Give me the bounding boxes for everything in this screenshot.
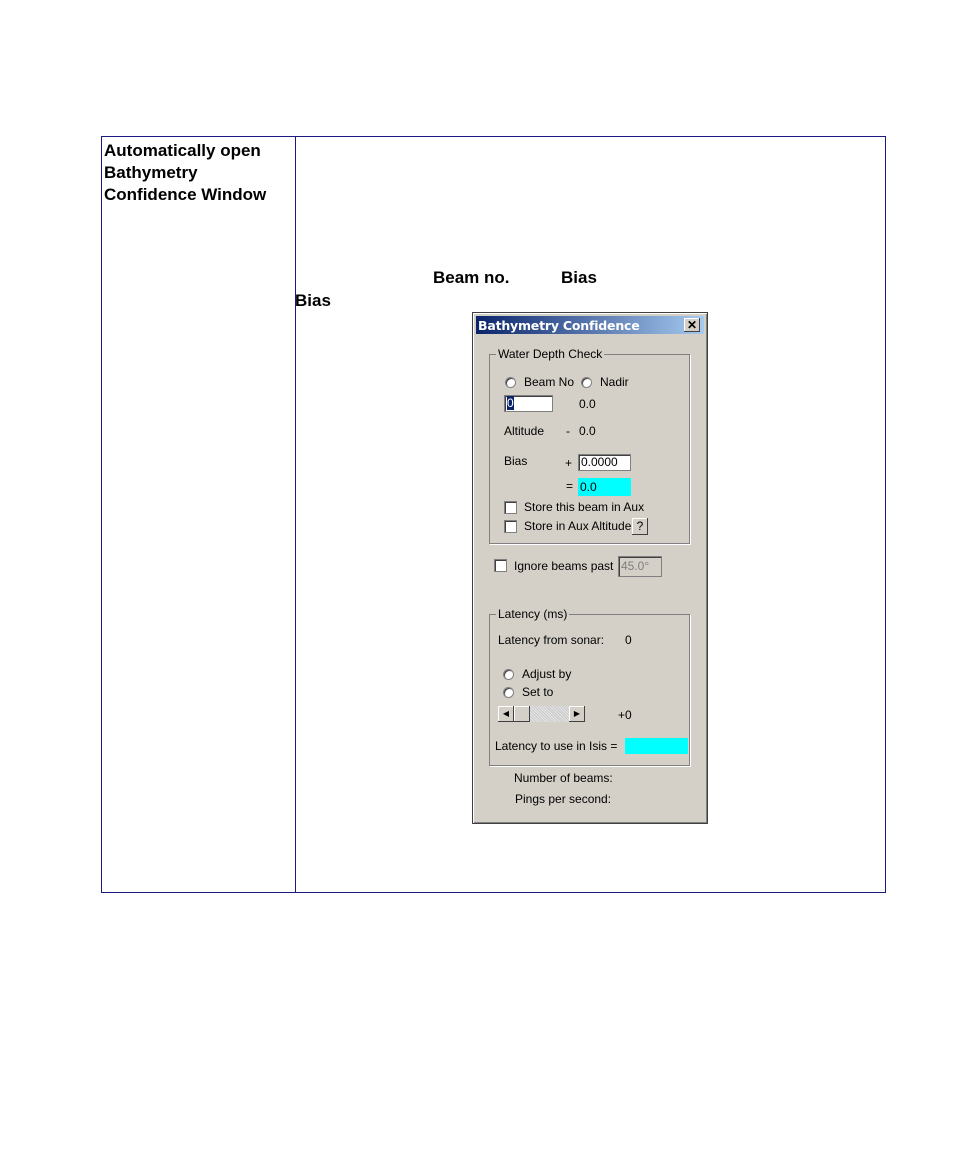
equals-operator: = [566,479,574,493]
close-icon: ✕ [686,318,698,332]
title-bar[interactable] [476,316,704,334]
beam-number-input[interactable] [504,395,553,412]
altitude-value: 0.0 [579,424,596,438]
latency-from-sonar-label: Latency from sonar: [498,633,605,647]
setting-name-cell: Automatically open Bathymetry Confidence Window [104,141,267,204]
latency-use-display [625,738,688,754]
bias-operator: + [565,456,573,470]
help-button[interactable]: ? [632,518,648,535]
ignore-angle-input: 45.0° [618,556,662,577]
left-arrow-icon: ◀ [502,709,510,718]
latency-offset-value: +0 [618,708,632,722]
set-to-radio[interactable] [503,687,514,698]
latency-label: Latency (ms) [498,607,568,621]
store-beam-label: Store this beam in Aux [524,500,645,514]
close-button[interactable] [684,318,700,332]
column-divider [295,137,296,892]
latency-use-label: Latency to use in Isis = [495,739,618,753]
bias-term: Bias [561,268,597,287]
set-to-label: Set to [522,685,554,699]
corrected-depth-value: 0.0 [580,480,597,494]
beam-no-radio[interactable] [505,377,516,388]
scroll-left-button[interactable] [498,706,514,722]
beam-no-radio-label: Beam No [524,375,575,389]
altitude-operator: - [566,424,570,438]
nadir-radio[interactable] [581,377,592,388]
adjust-by-label: Adjust by [522,667,572,681]
latency-from-sonar-value: 0 [625,633,632,647]
number-of-beams-label: Number of beams: [514,771,613,785]
store-altitude-checkbox[interactable] [504,520,517,533]
altitude-label: Altitude [504,424,545,438]
pings-per-second-label: Pings per second: [515,792,612,806]
bathymetry-confidence-window [472,312,708,824]
beam-number-value: 0 [507,396,514,410]
ignore-beams-checkbox[interactable] [494,559,507,572]
ignore-beams-label: Ignore beams past [514,559,614,573]
adjust-by-radio[interactable] [503,669,514,680]
water-depth-label: Water Depth Check [498,347,603,361]
window-title: Bathymetry Confidence [478,318,640,333]
bias-heading: Bias [295,291,331,310]
corrected-depth-display [578,478,631,496]
scroll-right-button[interactable] [569,706,585,722]
nadir-radio-label: Nadir [600,375,629,389]
bias-input[interactable]: 0.0000 [578,454,631,471]
bias-label: Bias [504,454,528,468]
store-beam-checkbox[interactable] [504,501,517,514]
store-altitude-label: Store in Aux Altitude [524,519,632,533]
scroll-thumb[interactable] [514,706,530,722]
right-arrow-icon: ▶ [573,709,581,718]
beam-no-term: Beam no. [433,268,510,287]
depth-value: 0.0 [579,397,596,411]
